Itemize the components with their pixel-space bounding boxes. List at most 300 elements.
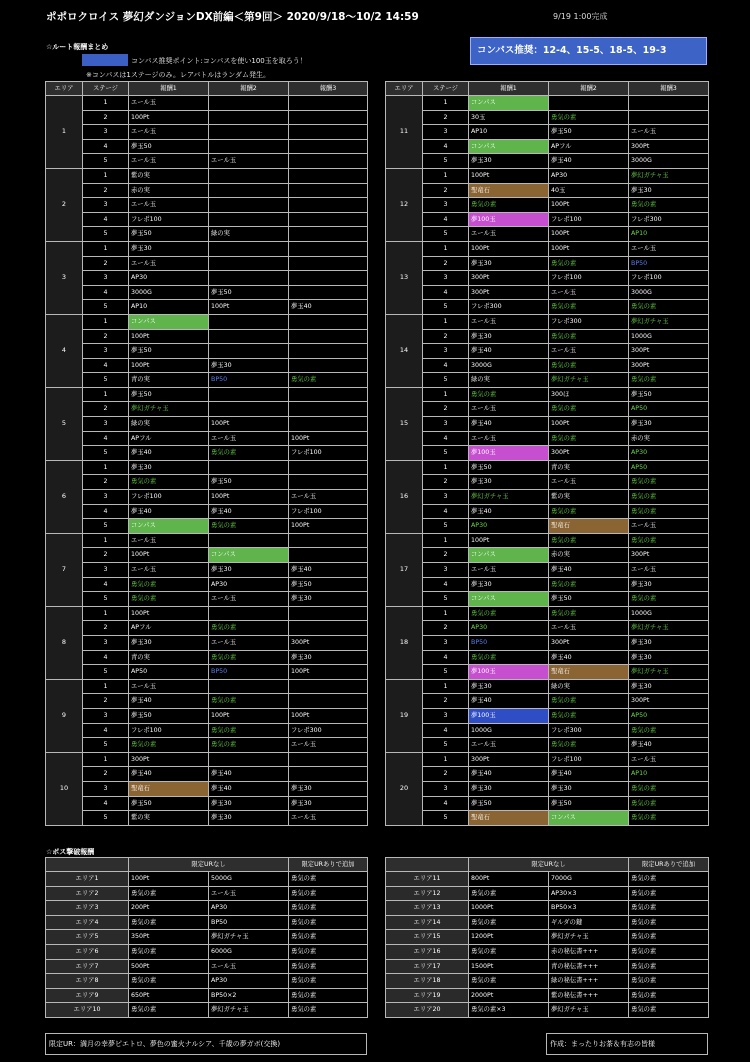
reward-3: 勇気の素	[629, 723, 709, 738]
reward-2: 勇気の素	[209, 519, 289, 534]
reward-2: 夢玉40	[209, 781, 289, 796]
area-number: 15	[386, 387, 423, 460]
boss-header-row	[386, 858, 709, 872]
boss-header-row	[46, 858, 368, 872]
reward-3	[289, 139, 368, 154]
area-number: 13	[386, 241, 423, 314]
reward-2: エール玉	[209, 431, 289, 446]
boss-reward-1: 200Pt	[129, 901, 209, 916]
footer-limited-ur: 限定UR：満月の幸夢ピエトロ、夢色の蜜火ナルシア、千歳の夢ガボ(交換)	[45, 1033, 367, 1055]
reward-3: 100Pt	[289, 519, 368, 534]
boss-reward-3: 勇気の素	[289, 944, 368, 959]
reward-2: 勇気の素	[549, 358, 629, 373]
reward-2: 100Pt	[209, 417, 289, 432]
reward-1: コンパス	[129, 314, 209, 329]
boss-area-name: エリア10	[46, 1003, 129, 1018]
reward-2	[209, 96, 289, 111]
reward-2: コンパス	[549, 811, 629, 826]
stage-row	[46, 738, 368, 753]
reward-1: 夢玉40	[129, 694, 209, 709]
stage-row	[46, 665, 368, 680]
stage-number: 1	[423, 168, 469, 183]
reward-3: 勇気の素	[289, 373, 368, 388]
stage-number: 1	[83, 241, 129, 256]
boss-reward-3: 勇気の素	[629, 1003, 709, 1018]
reward-2: 夢玉50	[549, 796, 629, 811]
reward-2	[209, 168, 289, 183]
stage-number: 4	[83, 285, 129, 300]
stage-row	[386, 665, 709, 680]
stage-number: 4	[83, 650, 129, 665]
reward-3: 300Pt	[629, 344, 709, 359]
reward-2: エール玉	[209, 635, 289, 650]
reward-1: 夢玉30	[129, 635, 209, 650]
reward-1: 夢玉50	[129, 796, 209, 811]
boss-row	[386, 915, 709, 930]
stage-number: 5	[83, 519, 129, 534]
stage-row	[46, 606, 368, 621]
reward-2: エール玉	[549, 475, 629, 490]
boss-reward-1: 100Pt	[129, 872, 209, 887]
reward-3	[289, 460, 368, 475]
reward-1: フレポ100	[129, 212, 209, 227]
stage-row	[46, 621, 368, 636]
boss-area-name: エリア9	[46, 988, 129, 1003]
reward-2: AP30	[209, 577, 289, 592]
boss-row	[386, 944, 709, 959]
boss-reward-2: AP30×3	[549, 886, 629, 901]
reward-2: 夢幻ガチャ玉	[549, 373, 629, 388]
reward-2: 夢玉30	[209, 811, 289, 826]
stage-row	[386, 504, 709, 519]
reward-3: 夢玉50	[629, 387, 709, 402]
reward-3	[289, 417, 368, 432]
area-number: 8	[46, 606, 83, 679]
reward-1: 夢玉30	[469, 154, 549, 169]
reward-1: 夢100玉	[469, 446, 549, 461]
stage-row	[46, 592, 368, 607]
boss-reward-2: AP30	[209, 901, 289, 916]
route-header-row	[46, 82, 368, 96]
reward-1: 夢玉40	[469, 504, 549, 519]
reward-2: 100Pt	[209, 300, 289, 315]
reward-3	[289, 475, 368, 490]
reward-3: AP50	[629, 460, 709, 475]
boss-reward-2: 夢幻ガチャ玉	[549, 930, 629, 945]
reward-2: BP50	[209, 665, 289, 680]
reward-2	[209, 212, 289, 227]
reward-2: 300Pt	[549, 446, 629, 461]
reward-1: AP30	[129, 271, 209, 286]
stage-number: 2	[423, 694, 469, 709]
reward-3	[289, 271, 368, 286]
stage-number: 4	[423, 796, 469, 811]
reward-3: 1000G	[629, 606, 709, 621]
stage-number: 3	[423, 344, 469, 359]
stage-number: 3	[423, 417, 469, 432]
reward-1: コンパス	[469, 96, 549, 111]
stage-row	[386, 796, 709, 811]
stage-row	[46, 198, 368, 213]
stage-number: 5	[423, 154, 469, 169]
reward-2: 聖竜石	[549, 519, 629, 534]
reward-2: 緑の実	[549, 679, 629, 694]
reward-3: エール玉	[629, 519, 709, 534]
reward-3	[289, 533, 368, 548]
stage-row	[46, 811, 368, 826]
reward-1: 300Pt	[469, 271, 549, 286]
boss-area-name: エリア13	[386, 901, 469, 916]
boss-reward-2: 緑の秘伝書+++	[549, 974, 629, 989]
reward-2: 勇気の素	[549, 533, 629, 548]
stage-number: 3	[83, 271, 129, 286]
boss-table-right	[385, 857, 709, 1018]
reward-3: 300Pt	[629, 694, 709, 709]
reward-3: 100Pt	[289, 708, 368, 723]
reward-2: 勇気の素	[209, 738, 289, 753]
reward-3: 夢玉40	[629, 738, 709, 753]
reward-1: フレポ300	[469, 300, 549, 315]
stage-row	[386, 650, 709, 665]
reward-3	[289, 694, 368, 709]
reward-1: 赤の実	[129, 183, 209, 198]
stage-row	[46, 431, 368, 446]
stage-number: 2	[83, 329, 129, 344]
boss-reward-2: 紫の秘伝書+++	[549, 988, 629, 1003]
stage-row	[386, 431, 709, 446]
reward-2	[209, 606, 289, 621]
stage-number: 3	[423, 271, 469, 286]
reward-3	[289, 767, 368, 782]
stage-row	[386, 592, 709, 607]
stage-row	[386, 329, 709, 344]
reward-1: 夢玉30	[129, 460, 209, 475]
stage-number: 4	[423, 285, 469, 300]
reward-3: 夢玉50	[289, 577, 368, 592]
reward-3: 勇気の素	[629, 373, 709, 388]
boss-reward-2: ギルダの鍵	[549, 915, 629, 930]
boss-row	[386, 988, 709, 1003]
area-number: 18	[386, 606, 423, 679]
reward-1: エール玉	[469, 563, 549, 578]
reward-3: AP50	[629, 402, 709, 417]
reward-3	[289, 183, 368, 198]
stage-row	[46, 256, 368, 271]
boss-reward-3: 勇気の素	[289, 915, 368, 930]
reward-3	[289, 168, 368, 183]
reward-3: 300Pt	[629, 139, 709, 154]
boss-reward-3: 勇気の素	[289, 886, 368, 901]
reward-2: 100Pt	[209, 708, 289, 723]
reward-2: 夢玉50	[549, 125, 629, 140]
stage-row	[46, 110, 368, 125]
stage-row	[386, 738, 709, 753]
reward-1: 100Pt	[129, 358, 209, 373]
stage-number: 5	[423, 592, 469, 607]
stage-number: 1	[83, 606, 129, 621]
stage-number: 4	[83, 577, 129, 592]
boss-reward-2: BP50×2	[209, 988, 289, 1003]
stage-number: 1	[83, 752, 129, 767]
stage-row	[386, 387, 709, 402]
reward-1: 青の実	[129, 650, 209, 665]
reward-2: エール玉	[549, 621, 629, 636]
stage-row	[46, 387, 368, 402]
stage-number: 1	[423, 679, 469, 694]
reward-1: 夢玉50	[129, 387, 209, 402]
stage-number: 5	[83, 154, 129, 169]
stage-row	[46, 533, 368, 548]
boss-reward-3: 勇気の素	[629, 901, 709, 916]
reward-3: エール玉	[289, 811, 368, 826]
reward-3	[289, 358, 368, 373]
reward-2	[209, 402, 289, 417]
stage-row	[46, 796, 368, 811]
stage-number: 1	[423, 752, 469, 767]
boss-area-name: エリア16	[386, 944, 469, 959]
boss-reward-1: 勇気の素	[469, 886, 549, 901]
boss-reward-3: 勇気の素	[629, 930, 709, 945]
header-reward1: 報酬1	[469, 82, 549, 96]
reward-2	[209, 271, 289, 286]
stage-row	[386, 285, 709, 300]
boss-reward-2: 7000G	[549, 872, 629, 887]
reward-3: 勇気の素	[629, 490, 709, 505]
stage-number: 3	[83, 635, 129, 650]
reward-1: エール玉	[129, 125, 209, 140]
boss-reward-1: 1200Pt	[469, 930, 549, 945]
reward-2	[209, 533, 289, 548]
stage-row	[46, 417, 368, 432]
reward-3: 夢幻ガチャ玉	[629, 665, 709, 680]
reward-1: コンパス	[469, 592, 549, 607]
reward-1: AP10	[469, 125, 549, 140]
boss-row	[386, 959, 709, 974]
boss-row	[386, 886, 709, 901]
reward-3	[289, 110, 368, 125]
boss-reward-1: 1000Pt	[469, 901, 549, 916]
reward-1: 青の実	[129, 373, 209, 388]
stage-number: 2	[83, 767, 129, 782]
boss-reward-3: 勇気の素	[289, 959, 368, 974]
stage-number: 4	[83, 358, 129, 373]
boss-reward-1: 勇気の素	[469, 944, 549, 959]
stage-number: 1	[423, 314, 469, 329]
reward-1: エール玉	[129, 533, 209, 548]
reward-3: フレポ100	[629, 271, 709, 286]
stage-row	[386, 212, 709, 227]
stage-number: 2	[423, 329, 469, 344]
reward-1: エール玉	[469, 227, 549, 242]
reward-3: 夢玉30	[289, 781, 368, 796]
reward-2: エール玉	[549, 344, 629, 359]
stage-row	[46, 96, 368, 111]
stage-number: 2	[83, 621, 129, 636]
route-table-left	[45, 81, 368, 826]
reward-2: 勇気の素	[549, 329, 629, 344]
stage-number: 3	[83, 125, 129, 140]
reward-3: エール玉	[629, 752, 709, 767]
boss-reward-2: エール玉	[209, 886, 289, 901]
reward-1: 300Pt	[129, 752, 209, 767]
stage-number: 3	[423, 198, 469, 213]
footer-credit: 作成：まったりお茶＆有志の皆様	[546, 1033, 708, 1055]
boss-row	[46, 930, 368, 945]
boss-reward-2: BP50	[209, 915, 289, 930]
reward-2: 勇気の素	[549, 504, 629, 519]
reward-1: 夢玉50	[469, 460, 549, 475]
stage-row	[46, 125, 368, 140]
boss-area-name: エリア20	[386, 1003, 469, 1018]
reward-1: 夢玉50	[129, 344, 209, 359]
stage-number: 5	[423, 738, 469, 753]
reward-3	[289, 285, 368, 300]
stage-row	[386, 460, 709, 475]
reward-2: 勇気の素	[549, 300, 629, 315]
boss-area-name: エリア5	[46, 930, 129, 945]
reward-3: BP50	[629, 256, 709, 271]
boss-reward-1: 2000Pt	[469, 988, 549, 1003]
stage-row	[386, 373, 709, 388]
reward-3: 夢玉30	[629, 183, 709, 198]
reward-2: 勇気の素	[209, 723, 289, 738]
stage-row	[386, 183, 709, 198]
boss-reward-1: 勇気の素	[129, 915, 209, 930]
reward-3: 夢玉30	[629, 650, 709, 665]
reward-3: AP10	[629, 227, 709, 242]
completion-date: 9/19 1:00完成	[553, 12, 608, 21]
area-number: 17	[386, 533, 423, 606]
boss-reward-2: 夢幻ガチャ玉	[209, 930, 289, 945]
boss-reward-3: 勇気の素	[289, 1003, 368, 1018]
compass-recommend-box: コンパス推奨：12-4、15-5、18-5、19-3	[470, 37, 707, 65]
stage-row	[46, 694, 368, 709]
reward-3	[289, 344, 368, 359]
stage-number: 4	[423, 212, 469, 227]
reward-3	[289, 752, 368, 767]
reward-3: 夢玉30	[289, 796, 368, 811]
area-number: 9	[46, 679, 83, 752]
reward-1: 100Pt	[129, 548, 209, 563]
stage-number: 5	[423, 519, 469, 534]
stage-row	[46, 227, 368, 242]
stage-number: 3	[423, 781, 469, 796]
reward-1: APフル	[129, 621, 209, 636]
reward-3: フレポ300	[289, 723, 368, 738]
stage-number: 2	[83, 475, 129, 490]
reward-2	[209, 329, 289, 344]
stage-number: 1	[83, 168, 129, 183]
stage-number: 5	[423, 811, 469, 826]
stage-number: 4	[83, 139, 129, 154]
reward-2: 勇気の素	[549, 402, 629, 417]
reward-2	[209, 460, 289, 475]
reward-1: 勇気の素	[129, 475, 209, 490]
boss-reward-2: 6000G	[209, 944, 289, 959]
reward-2: 夢玉30	[549, 781, 629, 796]
stage-row	[46, 708, 368, 723]
reward-3	[289, 679, 368, 694]
stage-row	[386, 519, 709, 534]
reward-3: 勇気の素	[629, 811, 709, 826]
reward-2: 夢玉30	[209, 796, 289, 811]
stage-row	[46, 241, 368, 256]
reward-1: 夢玉40	[469, 417, 549, 432]
boss-reward-1: 500Pt	[129, 959, 209, 974]
reward-2	[549, 96, 629, 111]
reward-2: 100Pt	[549, 198, 629, 213]
boss-section-title: ☆ボス撃破報酬	[46, 848, 95, 856]
reward-1: AP30	[469, 519, 549, 534]
stage-row	[46, 402, 368, 417]
stage-number: 4	[83, 796, 129, 811]
reward-2: BP50	[209, 373, 289, 388]
reward-3: 100Pt	[289, 431, 368, 446]
stage-row	[386, 635, 709, 650]
reward-1: 紫の実	[129, 811, 209, 826]
boss-reward-3: 勇気の素	[629, 988, 709, 1003]
boss-header-with-limit: 限定URありで追加	[289, 858, 368, 872]
boss-area-name: エリア12	[386, 886, 469, 901]
reward-3	[289, 96, 368, 111]
stage-row	[46, 285, 368, 300]
stage-row	[386, 563, 709, 578]
stage-number: 1	[83, 314, 129, 329]
reward-2: 赤の実	[549, 548, 629, 563]
reward-3: エール玉	[629, 563, 709, 578]
reward-2: 勇気の素	[209, 446, 289, 461]
stage-number: 2	[83, 402, 129, 417]
reward-3: 勇気の素	[629, 198, 709, 213]
boss-reward-2: エール玉	[209, 959, 289, 974]
reward-2: 100Pt	[209, 490, 289, 505]
stage-row	[386, 154, 709, 169]
boss-reward-1: 勇気の素	[129, 974, 209, 989]
reward-1: 聖竜石	[469, 183, 549, 198]
stage-number: 4	[423, 650, 469, 665]
reward-2: 勇気の素	[549, 256, 629, 271]
reward-3	[289, 256, 368, 271]
stage-row	[386, 168, 709, 183]
reward-1: 100Pt	[129, 110, 209, 125]
stage-number: 4	[83, 212, 129, 227]
reward-1: AP30	[469, 621, 549, 636]
stage-row	[386, 358, 709, 373]
reward-1: 300Pt	[469, 285, 549, 300]
stage-row	[46, 767, 368, 782]
stage-row	[386, 241, 709, 256]
route-table-right	[385, 81, 709, 826]
stage-row	[46, 679, 368, 694]
reward-1: 100Pt	[129, 606, 209, 621]
stage-row	[386, 314, 709, 329]
stage-row	[386, 621, 709, 636]
reward-2: 100Pt	[549, 417, 629, 432]
boss-area-name: エリア14	[386, 915, 469, 930]
stage-row	[46, 650, 368, 665]
reward-1: フレポ100	[129, 723, 209, 738]
reward-3: 1000G	[629, 329, 709, 344]
stage-row	[386, 723, 709, 738]
reward-1: 勇気の素	[129, 577, 209, 592]
stage-row	[46, 490, 368, 505]
stage-row	[386, 446, 709, 461]
stage-number: 5	[423, 227, 469, 242]
stage-number: 1	[423, 241, 469, 256]
area-number: 2	[46, 168, 83, 241]
stage-row	[46, 577, 368, 592]
reward-2: 勇気の素	[209, 650, 289, 665]
